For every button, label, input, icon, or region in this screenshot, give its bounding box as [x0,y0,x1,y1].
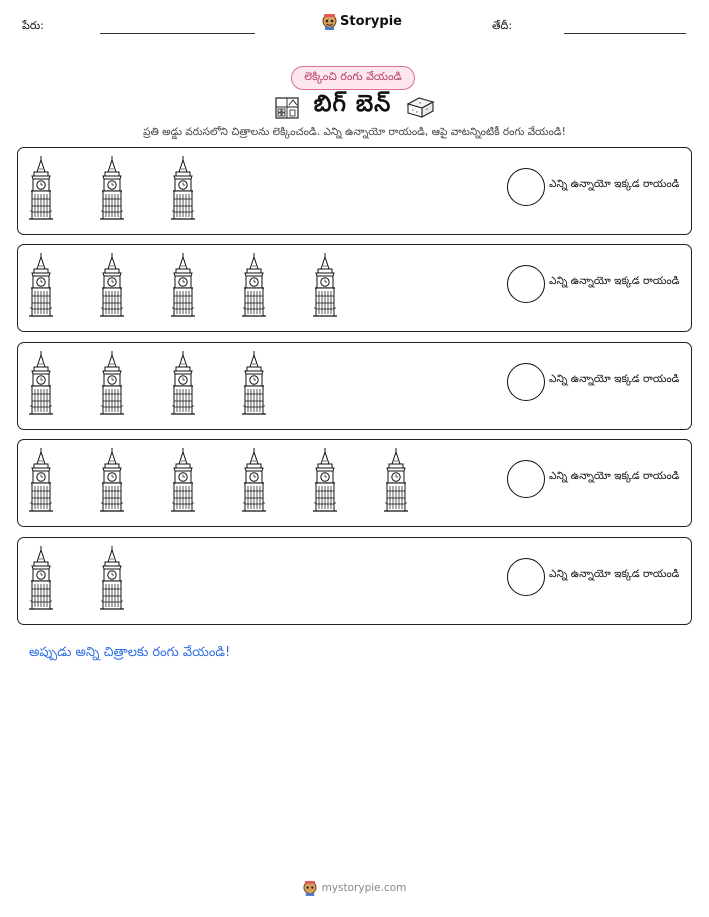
answer-circle[interactable] [507,265,545,303]
answer-prompt: ఎన్ని ఉన్నాయో ఇక్కడ రాయండి [549,178,680,190]
big-ben-tower-icon[interactable] [28,447,54,513]
big-ben-tower-icon[interactable] [170,252,196,318]
count-row [17,439,692,527]
answer-circle[interactable] [507,460,545,498]
answer-circle[interactable] [507,363,545,401]
answer-circle[interactable] [507,558,545,596]
big-ben-tower-icon[interactable] [170,350,196,416]
brand-name: Storypie [340,14,402,29]
answer-prompt: ఎన్ని ఉన్నాయో ఇక్కడ రాయండి [549,470,680,482]
answer-circle[interactable] [507,168,545,206]
brand-logo [322,13,402,30]
big-ben-tower-icon[interactable] [312,447,338,513]
count-row [17,342,692,430]
big-ben-tower-icon[interactable] [241,447,267,513]
activity-pill: లెక్కించి రంగు వేయండి [291,66,415,90]
brick-icon [405,95,435,119]
big-ben-tower-icon[interactable] [312,252,338,318]
big-ben-tower-icon[interactable] [99,447,125,513]
big-ben-tower-icon[interactable] [241,252,267,318]
answer-prompt: ఎన్ని ఉన్నాయో ఇక్కడ రాయండి [549,275,680,287]
site-footer [0,880,709,896]
count-row [17,537,692,625]
big-ben-tower-icon[interactable] [28,350,54,416]
big-ben-tower-icon[interactable] [170,155,196,221]
name-label: పేరు: [22,19,44,32]
big-ben-tower-icon[interactable] [28,252,54,318]
footer-note: అప్పుడు అన్ని చిత్రాలకు రంగు వేయండి! [29,645,231,660]
title-row [0,91,709,123]
storypie-mascot-icon [303,880,317,896]
site-url: mystorypie.com [321,882,407,894]
big-ben-tower-icon[interactable] [99,545,125,611]
building-icon [274,94,300,120]
big-ben-tower-icon[interactable] [28,545,54,611]
big-ben-tower-icon[interactable] [170,447,196,513]
count-row [17,244,692,332]
answer-prompt: ఎన్ని ఉన్నాయో ఇక్కడ రాయండి [549,568,680,580]
storypie-mascot-icon [322,13,337,30]
date-label: తేదీ: [492,19,513,32]
answer-prompt: ఎన్ని ఉన్నాయో ఇక్కడ రాయండి [549,373,680,385]
date-line[interactable] [564,33,686,34]
big-ben-tower-icon[interactable] [99,252,125,318]
big-ben-tower-icon[interactable] [99,350,125,416]
big-ben-tower-icon[interactable] [99,155,125,221]
big-ben-tower-icon[interactable] [241,350,267,416]
instruction-text: ప్రతి అడ్డు వరుసలోని చిత్రాలను లెక్కించండి. ఎన్ని ఉన్నాయో రాయండి, ఆపై వాటన్నింటికీ రంగు వేయండి! [143,126,566,138]
page-title: బిగ్ బెన్ [313,91,392,117]
big-ben-tower-icon[interactable] [383,447,409,513]
count-row [17,147,692,235]
name-line[interactable] [100,33,255,34]
big-ben-tower-icon[interactable] [28,155,54,221]
